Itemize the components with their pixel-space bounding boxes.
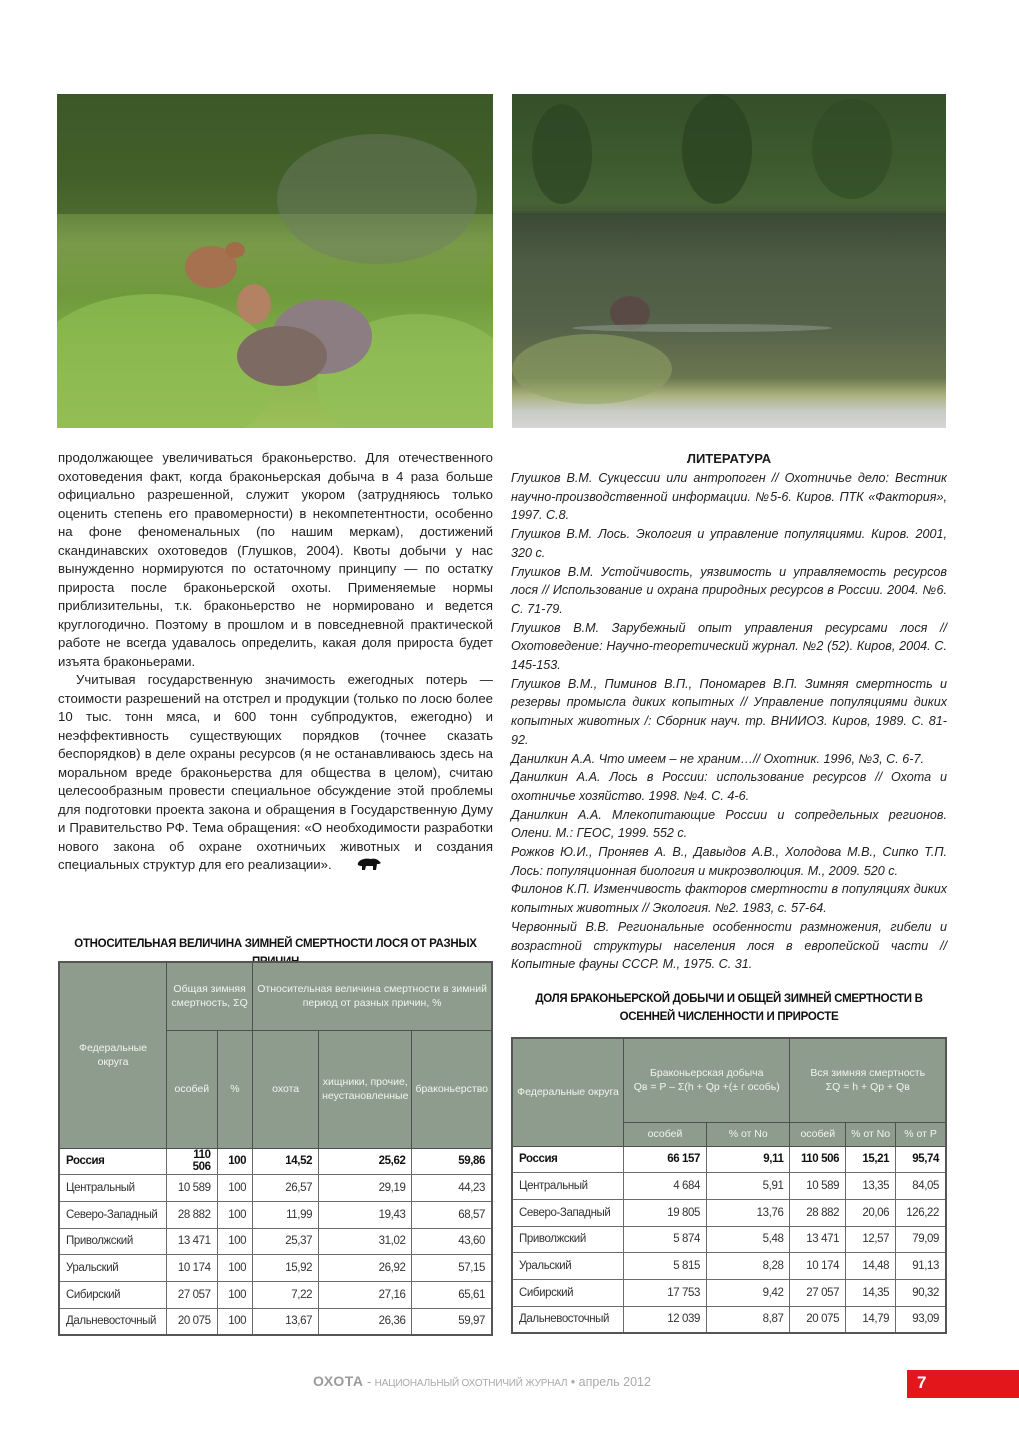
table-row: [512, 1173, 946, 1200]
cell-value: 31,02: [319, 1228, 412, 1255]
poaching-share-table: [511, 1037, 947, 1334]
cell-value: 43,60: [412, 1228, 492, 1255]
photo-moose-with-calves: [57, 94, 493, 428]
table1-title: ОТНОСИТЕЛЬНАЯ ВЕЛИЧИНА ЗИМНЕЙ СМЕРТНОСТИ ЛОСЯ ОТ РАЗНЫХ: [74, 938, 477, 950]
cell-value: 27 057: [790, 1279, 846, 1306]
table2-title: ДОЛЯ БРАКОНЬЕРСКОЙ ДОБЫЧИ И ОБЩЕЙ ЗИМНЕЙ СМЕРТНОСТИ В ОСЕННЕЙ ЧИСЛЕННОСТИ И ПРИРОСТЕ: [535, 993, 923, 1023]
region-name: Уральский: [59, 1255, 167, 1282]
cell-value: 27 057: [167, 1281, 218, 1308]
cell-value: 14,52: [253, 1148, 319, 1175]
cell-value: 13 471: [167, 1228, 218, 1255]
reference-item: Рожков Ю.И., Проняев А. В., Давыдов А.В., Холодова М.В., Сипко Т.П. Лось: популяционная биология и микроэволюция. М., 2009. 520 с.: [511, 845, 947, 878]
cell-value: 5,48: [707, 1226, 790, 1253]
cell-value: 95,74: [896, 1146, 946, 1173]
reference-item: Филонов К.П. Изменчивость факторов смертности в популяциях диких копытных животных // Экология. №2. 1983, с. 57-64.: [511, 882, 947, 916]
table-row: [512, 1226, 946, 1253]
cell-value: 25,62: [319, 1148, 412, 1175]
header-col: % от P: [896, 1122, 946, 1146]
region-name: Дальневосточный: [512, 1306, 624, 1333]
cell-value: 9,42: [707, 1279, 790, 1306]
table-row: [59, 1281, 492, 1308]
table-row: [512, 1146, 946, 1173]
page-number-box: [907, 1370, 1019, 1398]
region-name: Сибирский: [59, 1281, 167, 1308]
header-col: особей: [167, 1030, 218, 1148]
header-poaching-formula: Qв = P – Σ(h + Qр +(± г особь): [633, 1081, 780, 1094]
cell-value: 13,76: [707, 1199, 790, 1226]
article-paragraph: продолжающее увеличиваться браконьерство. Для отечественного охотоведения факт, когда браконьерская добыча в 4 раза больше официально разрешенной, служит укором (затрудняюсь только оценить степень его правомерности) в некомпетентности, особенно на фоне феноменальных (по нашим меркам), достижений скандинавских охотоведов (Глушков, 2004). Квоты добычи у нас вынужденно нормируются по остаточному принципу — по остатку прироста после браконьерской охоты. Применяемые нормы приблизительны, т.к. браконьерство не нормировано и ведется круглогодично. Поэтому в прошлом и в повседневной практической работе не всегда удавалось определить, какая доля прироста будет изъята браконьерами.: [58, 450, 493, 669]
cell-value: 28 882: [790, 1199, 846, 1226]
cell-value: 100: [217, 1175, 253, 1202]
cell-value: 14,35: [846, 1279, 896, 1306]
cell-value: 65,61: [412, 1281, 492, 1308]
reference-item: Данилкин А.А. Что имеем – не храним…// Охотник. 1996, №3, С. 6-7.: [511, 751, 924, 766]
cell-value: 13,67: [253, 1308, 319, 1335]
cell-value: 110 506: [167, 1148, 218, 1175]
cell-value: 26,36: [319, 1308, 412, 1335]
header-total-mortality: Общая зимняя смертность, ΣQ: [167, 962, 253, 1030]
cell-value: 100: [217, 1228, 253, 1255]
region-name: Дальневосточный: [59, 1308, 167, 1335]
region-name: Северо-Западный: [59, 1201, 167, 1228]
reference-item: Глушков В.М. Сукцессии или антропоген // Охотничье дело: Вестник научно-производственной информации. №5-6. Киров. ПТК «Фактория», 1997. С.8.: [511, 471, 947, 523]
header-all-mortality-label: Вся зимняя смертность: [810, 1067, 926, 1080]
cell-value: 110 506: [790, 1146, 846, 1173]
table-row: [59, 1255, 492, 1282]
header-col: % от Nо: [707, 1122, 790, 1146]
header-causes: Относительная величина смертности в зимний период от разных причин, %: [253, 962, 492, 1030]
reference-item: Данилкин А.А. Лось в России: использование ресурсов // Охота и охотничье хозяйство. 1998. №4. С. 4-6.: [511, 770, 947, 803]
references: [511, 449, 947, 974]
reference-item: Глушков В.М. Зарубежный опыт управления ресурсами лося // Охотоведение: Научно-теоретический журнал. №2 (52). Киров, 2004. С. 145-153.: [511, 620, 947, 673]
table-row: [59, 1148, 492, 1175]
cell-value: 20 075: [790, 1306, 846, 1333]
cell-value: 126,22: [896, 1199, 946, 1226]
cell-value: 12,57: [846, 1226, 896, 1253]
cell-value: 10 589: [167, 1175, 218, 1202]
table-row: [512, 1279, 946, 1306]
cell-value: 20 075: [167, 1308, 218, 1335]
header-col: %: [217, 1030, 253, 1148]
page-number: 7: [917, 1373, 927, 1392]
cell-value: 9,11: [707, 1146, 790, 1173]
header-poaching: [624, 1038, 790, 1122]
winter-mortality-causes-table: [58, 961, 493, 1336]
cell-value: 17 753: [624, 1279, 707, 1306]
table-row: [512, 1199, 946, 1226]
region-name: Россия: [512, 1146, 624, 1173]
cell-value: 44,23: [412, 1175, 492, 1202]
region-name: Сибирский: [512, 1279, 624, 1306]
footer-bullet: •: [567, 1375, 579, 1389]
cell-value: 8,87: [707, 1306, 790, 1333]
region-name: Центральный: [512, 1173, 624, 1200]
cell-value: 7,22: [253, 1281, 319, 1308]
header-col: % от Nо: [846, 1122, 896, 1146]
cell-value: 79,09: [896, 1226, 946, 1253]
reference-item: Данилкин А.А. Млекопитающие России и сопредельных регионов. Олени. М.: ГЕОС, 1999. 552 с.: [511, 807, 947, 841]
cell-value: 59,97: [412, 1308, 492, 1335]
reference-item: Глушков В.М. Устойчивость, уязвимость и управляемость ресурсов лося // Использование и охрана природных ресурсов в России. 2004. №6. С. 71-79.: [511, 564, 947, 616]
region-name: Северо-Западный: [512, 1199, 624, 1226]
cell-value: 91,13: [896, 1253, 946, 1280]
cell-value: 14,79: [846, 1306, 896, 1333]
region-name: Приволжский: [59, 1228, 167, 1255]
cell-value: 15,21: [846, 1146, 896, 1173]
cell-value: 100: [217, 1281, 253, 1308]
cell-value: 68,57: [412, 1201, 492, 1228]
reference-item: Червонный В.В. Региональные особенности размножения, гибели и возрастной структуры населения лося в европейской части // Копытные фауны СССР. М., 1975. С. 31.: [511, 919, 947, 972]
cell-value: 26,92: [319, 1255, 412, 1282]
region-name: Россия: [59, 1148, 167, 1175]
cell-value: 10 589: [790, 1173, 846, 1200]
cell-value: 5 874: [624, 1226, 707, 1253]
cell-value: 84,05: [896, 1173, 946, 1200]
header-col: хищники, прочие, неустановленные: [319, 1030, 412, 1148]
cell-value: 11,99: [253, 1201, 319, 1228]
cell-value: 13 471: [790, 1226, 846, 1253]
cell-value: 59,86: [412, 1148, 492, 1175]
footer-brand: ОХОТА: [313, 1373, 364, 1389]
cell-value: 5 815: [624, 1253, 707, 1280]
cell-value: 12 039: [624, 1306, 707, 1333]
table-row: [59, 1175, 492, 1202]
footer-masthead: [313, 1373, 651, 1389]
cell-value: 19 805: [624, 1199, 707, 1226]
cell-value: 25,37: [253, 1228, 319, 1255]
header-all-mortality-formula: ΣQ = h + Qр + Qв: [825, 1081, 910, 1094]
cell-value: 15,92: [253, 1255, 319, 1282]
article-paragraph: [58, 671, 493, 877]
cell-value: 93,09: [896, 1306, 946, 1333]
article-paragraph-text: Учитывая государственную значимость ежегодных потерь — стоимости разрешений на отстрел и продукции (только по лосю более 10 тыс. тонн мяса, и 600 тонн субпродуктов, ежегодно) и неэффективность существующих порядков (точнее сказать беспорядков) в деле охраны ресурсов (я не останавливаюсь здесь на моральном вреде браконьерства для общества в целом), считаю целесообразным провести специальное обсуждение этой проблемы для подготовки проекта закона и обращения в Государственную Думу и Правительство РФ. Тема обращения: «О необходимости разработки нового закона об охране охотничьих животных и создания специальных структур для его реализации».: [58, 672, 493, 872]
footer-subtitle: НАЦИОНАЛЬНЫЙ ОХОТНИЧИЙ ЖУРНАЛ: [374, 1378, 568, 1389]
cell-value: 26,57: [253, 1175, 319, 1202]
table-row: [59, 1201, 492, 1228]
region-name: Центральный: [59, 1175, 167, 1202]
cell-value: 100: [217, 1308, 253, 1335]
header-col: браконьерство: [412, 1030, 492, 1148]
bear-icon: [338, 857, 382, 877]
header-all-mortality: [790, 1038, 946, 1122]
cell-value: 5,91: [707, 1173, 790, 1200]
cell-value: 4 684: [624, 1173, 707, 1200]
header-poaching-label: Браконьерская добыча: [650, 1067, 764, 1080]
table-row: [59, 1228, 492, 1255]
footer-issue: апрель 2012: [578, 1375, 651, 1389]
cell-value: 29,19: [319, 1175, 412, 1202]
reference-item: Глушков В.М. Лось. Экология и управление популяциями. Киров. 2001, 320 с.: [511, 527, 947, 560]
cell-value: 57,15: [412, 1255, 492, 1282]
cell-value: 100: [217, 1255, 253, 1282]
header-col: особей: [790, 1122, 846, 1146]
cell-value: 27,16: [319, 1281, 412, 1308]
region-name: Приволжский: [512, 1226, 624, 1253]
cell-value: 100: [217, 1148, 253, 1175]
cell-value: 100: [217, 1201, 253, 1228]
cell-value: 10 174: [790, 1253, 846, 1280]
reference-item: Глушков В.М., Пиминов В.П., Пономарев В.П. Зимняя смертность и резервы промысла диких копытных // Управление популяциями диких копытных животных /: Сборник науч. тр. ВНИИОЗ. Киров, 1989. С. 81-92.: [511, 676, 947, 747]
cell-value: 10 174: [167, 1255, 218, 1282]
header-region: Федеральные округа: [59, 962, 167, 1148]
table-row: [59, 1308, 492, 1335]
header-col: особей: [624, 1122, 707, 1146]
footer-separator: -: [363, 1375, 375, 1389]
cell-value: 28 882: [167, 1201, 218, 1228]
header-region: Федеральные округа: [512, 1038, 624, 1146]
header-col: охота: [253, 1030, 319, 1148]
photo-moose-in-lake: [512, 94, 946, 428]
cell-value: 13,35: [846, 1173, 896, 1200]
cell-value: 90,32: [896, 1279, 946, 1306]
article-body: [58, 449, 493, 877]
table-row: [512, 1306, 946, 1333]
cell-value: 14,48: [846, 1253, 896, 1280]
cell-value: 19,43: [319, 1201, 412, 1228]
region-name: Уральский: [512, 1253, 624, 1280]
references-title: ЛИТЕРАТУРА: [686, 451, 772, 466]
table-row: [512, 1253, 946, 1280]
cell-value: 8,28: [707, 1253, 790, 1280]
cell-value: 66 157: [624, 1146, 707, 1173]
cell-value: 20,06: [846, 1199, 896, 1226]
